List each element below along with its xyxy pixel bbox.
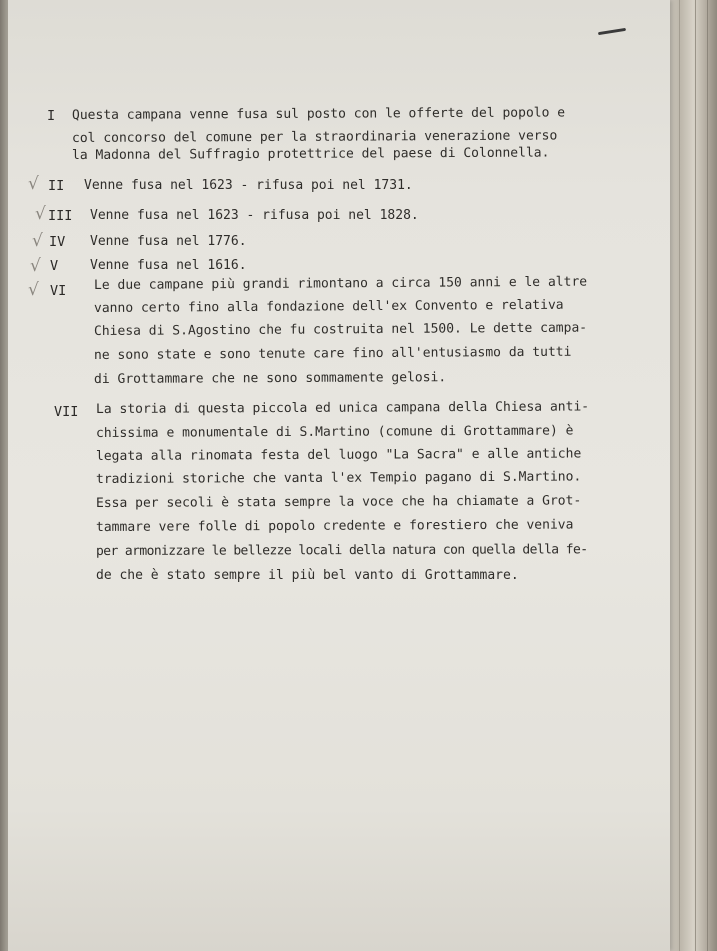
item-line: tradizioni storiche che vanta l'ex Tempio pagano di S.Martino. <box>95 469 582 487</box>
item-numeral: V <box>50 258 59 274</box>
check-mark: √ <box>28 174 39 194</box>
pen-mark <box>598 28 626 35</box>
item-numeral: II <box>48 178 65 194</box>
check-mark: √ <box>35 204 46 224</box>
item-line: Questa campana venne fusa sul posto con le offerte del popolo e <box>71 105 566 123</box>
item-line: Essa per secoli è stata sempre la voce che ha chiamate a Grot- <box>95 493 582 511</box>
item-line: Venne fusa nel 1616. <box>90 258 247 273</box>
item-line: Venne fusa nel 1623 - rifusa poi nel 1828. <box>90 208 419 223</box>
item-line: di Grottammare che ne sono sommamente gelosi. <box>93 370 447 387</box>
item-numeral: VII <box>54 404 79 420</box>
item-line: Chiesa di S.Agostino che fu costruita nel 1500. Le dette campa- <box>93 320 588 339</box>
item-numeral: IV <box>49 234 66 250</box>
item-line: La storia di questa piccola ed unica campana della Chiesa anti- <box>95 399 590 417</box>
item-line: de che è stato sempre il più bel vanto di Grottammare. <box>96 568 519 583</box>
item-line: legata alla rinomata festa del luogo "La Sacra" e alle antiche <box>95 446 582 464</box>
item-numeral: III <box>48 208 73 224</box>
item-line: per armonizzare le bellezze locali della natura con quella della fe- <box>95 542 588 559</box>
check-mark: √ <box>32 231 43 251</box>
item-numeral: I <box>47 108 56 124</box>
item-line: ne sono state e sono tenute care fino all'entusiasmo da tutti <box>93 344 572 363</box>
item-line: Venne fusa nel 1623 - rifusa poi nel 1731. <box>84 178 413 193</box>
item-line: la Madonna del Suffragio protettrice del paese di Colonnella. <box>71 145 550 163</box>
item-line: vanno certo fino alla fondazione dell'ex Convento e relativa <box>93 297 564 316</box>
item-line: tammare vere folle di popolo credente e forestiero che veniva <box>95 517 574 535</box>
item-line: Le due campane più grandi rimontano a circa 150 anni e le altre <box>93 274 588 293</box>
page-edge-left <box>0 0 8 951</box>
check-mark: √ <box>30 256 41 276</box>
check-mark: √ <box>28 280 39 300</box>
item-line: col concorso del comune per la straordinaria venerazione verso <box>71 128 558 146</box>
typewritten-page <box>8 0 670 951</box>
item-numeral: VI <box>50 283 67 299</box>
item-line: Venne fusa nel 1776. <box>90 234 247 249</box>
item-line: chissima e monumentale di S.Martino (comune di Grottammare) è <box>95 423 574 441</box>
stacked-pages-right <box>665 0 717 951</box>
